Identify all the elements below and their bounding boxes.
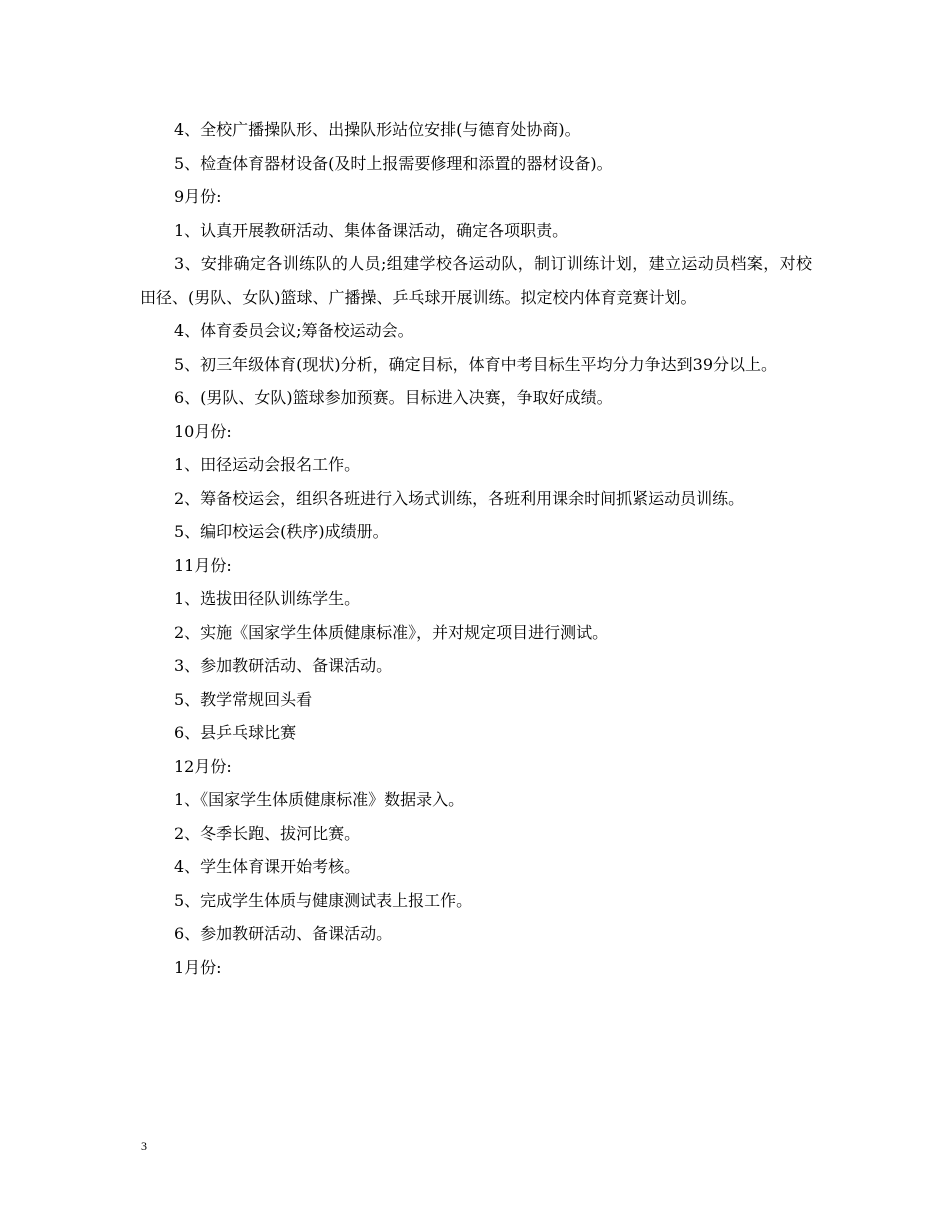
- paragraph: 6、参加教研活动、备课活动。: [174, 924, 393, 943]
- paragraph: 1、田径运动会报名工作。: [174, 455, 361, 474]
- paragraph: 2、冬季长跑、拔河比赛。: [174, 823, 361, 843]
- paragraph: 4、学生体育课开始考核。: [174, 857, 361, 876]
- paragraph: 4、全校广播操队形、出操队形站位安排(与德育处协商)。: [174, 120, 581, 139]
- paragraph: 4、体育委员会议;筹备校运动会。: [174, 321, 414, 340]
- paragraph: 1、选拔田径队训练学生。: [174, 589, 361, 608]
- paragraph: 5、编印校运会(秩序)成绩册。: [174, 522, 389, 541]
- paragraph: 6、(男队、女队)篮球参加预赛。目标进入决赛，争取好成绩。: [174, 388, 613, 407]
- paragraph: 5、完成学生体质与健康测试表上报工作。: [174, 890, 473, 910]
- paragraph: 2、实施《国家学生体质健康标准》，并对规定项目进行测试。: [174, 622, 609, 642]
- month-heading: 12月份:: [174, 756, 232, 776]
- paragraph: 6、县乒乓球比赛: [174, 723, 297, 742]
- paragraph: 5、检查体育器材设备(及时上报需要修理和添置的器材设备)。: [174, 153, 613, 173]
- document-body: [140, 113, 812, 984]
- month-heading: 9月份:: [174, 187, 222, 206]
- paragraph: 1、《国家学生体质健康标准》数据录入。: [174, 790, 465, 809]
- paragraph: 3、安排确定各训练队的人员;组建学校各运动队，制订训练计划，建立运动员档案，对校田径、(男队、女队)篮球、广播操、乒乓球开展训练。拟定校内体育竞赛计划。: [140, 254, 812, 307]
- paragraph: 3、参加教研活动、备课活动。: [174, 656, 393, 675]
- month-heading: 10月份:: [174, 421, 232, 441]
- paragraph: 2、筹备校运会，组织各班进行入场式训练，各班利用课余时间抓紧运动员训练。: [174, 488, 745, 508]
- paragraph: 5、教学常规回头看: [174, 689, 313, 709]
- paragraph: 1、认真开展教研活动、集体备课活动，确定各项职责。: [174, 220, 569, 240]
- month-heading: 1月份:: [174, 957, 222, 977]
- paragraph: 5、初三年级体育(现状)分析，确定目标，体育中考目标生平均分力争达到39分以上。: [174, 354, 778, 374]
- month-heading: 11月份:: [174, 555, 232, 575]
- page-number: 3: [141, 1139, 147, 1153]
